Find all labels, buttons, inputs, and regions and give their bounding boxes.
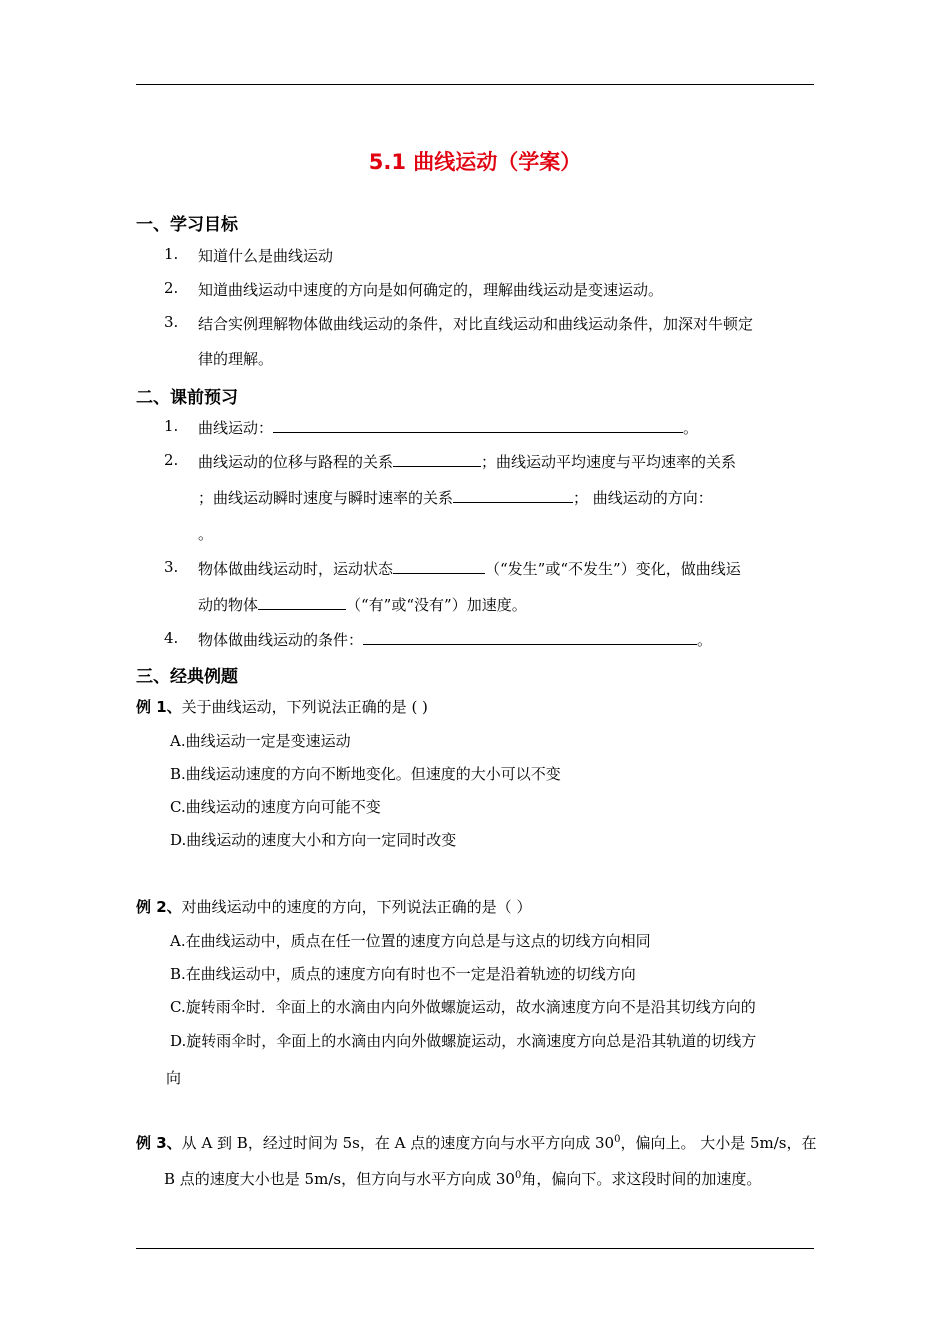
ex3-text-c: B 点的速度大小也是 5m/s，但方向与水平方向成 30 [164, 1170, 515, 1188]
s2-q3-blank1[interactable] [393, 558, 485, 574]
ex1-option-b: B.曲线运动速度的方向不断地变化。但速度的大小可以不变 [170, 765, 561, 783]
s2-q1-text: 曲线运动： [198, 419, 274, 437]
ex2-option-c: C.旋转雨伞时．伞面上的水滴由内向外做螺旋运动，故水滴速度方向不是沿其切线方向的 [170, 998, 756, 1016]
s2-q2-text-a: 曲线运动的位移与路程的关系 [198, 453, 394, 471]
s2-q3-text-d: （“有”或“没有”）加速度。 [346, 596, 527, 614]
s2-q2-line2 [198, 487, 713, 508]
ex3-line2 [164, 1168, 761, 1189]
s1-item2-text: 知道曲线运动中速度的方向是如何确定的，理解曲线运动是变速运动。 [198, 281, 664, 299]
s1-item1-text: 知道什么是曲线运动 [198, 247, 334, 265]
s2-q2-text-d: ； 曲线运动的方向： [573, 489, 713, 507]
s2-q3-text-b: （“发生”或“不发生”）变化，做曲线运 [485, 560, 741, 578]
s2-q4-blank[interactable] [363, 629, 697, 645]
ex3-text-a: 从 A 到 B，经过时间为 5s，在 A 点的速度方向与水平方向成 30 [181, 1134, 615, 1152]
header-rule [136, 84, 814, 85]
ex3-degree1: 0 [614, 1134, 621, 1145]
ex1-option-c: C.曲线运动的速度方向可能不变 [170, 798, 381, 816]
ex3-text-b: ，偏向上。 大小是 5m/s，在 [620, 1134, 817, 1152]
s2-q4-num: 4. [164, 629, 179, 647]
ex3-degree2: 0 [514, 1170, 522, 1181]
s2-q4-text: 物体做曲线运动的条件： [198, 631, 364, 649]
s2-q3-num: 3. [164, 558, 179, 576]
ex1-stem [136, 696, 428, 717]
ex2-label: 例 2、 [136, 898, 182, 916]
section3-heading: 三、经典例题 [136, 667, 238, 687]
s2-q3-line2 [198, 594, 527, 615]
s2-q3-text-c: 动的物体 [198, 596, 259, 614]
s2-q1-end: 。 [683, 419, 699, 437]
ex3-label: 例 3、 [136, 1134, 182, 1152]
ex2-option-d-cont: 向 [166, 1069, 182, 1087]
ex3-line1 [136, 1132, 817, 1153]
footer-rule [136, 1248, 814, 1249]
section2-heading: 二、课前预习 [136, 388, 238, 408]
s2-q2-text-b: ；曲线运动平均速度与平均速率的关系 [481, 453, 737, 471]
s1-item3-num: 3. [164, 313, 179, 331]
ex3-text-d: 角，偏向下。求这段时间的加速度。 [521, 1170, 762, 1188]
s2-q3-blank2[interactable] [258, 594, 346, 610]
s2-q2-blank1[interactable] [393, 451, 481, 467]
ex2-option-b: B.在曲线运动中，质点的速度方向有时也不一定是沿着轨迹的切线方向 [170, 965, 636, 983]
ex1-question: 关于曲线运动，下列说法正确的是 ( ) [181, 698, 428, 716]
s1-item3-cont: 律的理解。 [198, 350, 274, 368]
ex2-option-d: D.旋转雨伞时，伞面上的水滴由内向外做螺旋运动，水滴速度方向总是沿其轨道的切线方 [170, 1032, 757, 1050]
section1-heading: 一、学习目标 [136, 215, 238, 235]
s2-q4-end: 。 [697, 631, 713, 649]
s1-item1-num: 1. [164, 245, 179, 263]
s2-q1 [198, 417, 698, 438]
ex2-question: 对曲线运动中的速度的方向，下列说法正确的是（ ） [181, 898, 532, 916]
ex2-option-a: A.在曲线运动中，质点在任一位置的速度方向总是与这点的切线方向相同 [170, 932, 651, 950]
s1-item2-num: 2. [164, 279, 179, 297]
ex1-label: 例 1、 [136, 698, 182, 716]
s1-item3-text: 结合实例理解物体做曲线运动的条件，对比直线运动和曲线运动条件，加深对牛顿定 [198, 315, 754, 333]
s2-q2-text-c: ；曲线运动瞬时速度与瞬时速率的关系 [198, 489, 454, 507]
s2-q2-blank2[interactable] [453, 487, 573, 503]
page-title: 5.1 曲线运动（学案） [368, 150, 582, 174]
s2-q1-blank[interactable] [273, 417, 683, 433]
ex2-stem [136, 896, 531, 917]
s2-q2-num: 2. [164, 451, 179, 469]
ex1-option-a: A.曲线运动一定是变速运动 [170, 732, 351, 750]
s2-q2-end: 。 [198, 525, 214, 543]
ex1-option-d: D.曲线运动的速度大小和方向一定同时改变 [170, 831, 457, 849]
s2-q1-num: 1. [164, 417, 179, 435]
s2-q3-line1 [198, 558, 741, 579]
s2-q3-text-a: 物体做曲线运动时，运动状态 [198, 560, 394, 578]
s2-q2-line1 [198, 451, 736, 472]
s2-q4 [198, 629, 712, 650]
